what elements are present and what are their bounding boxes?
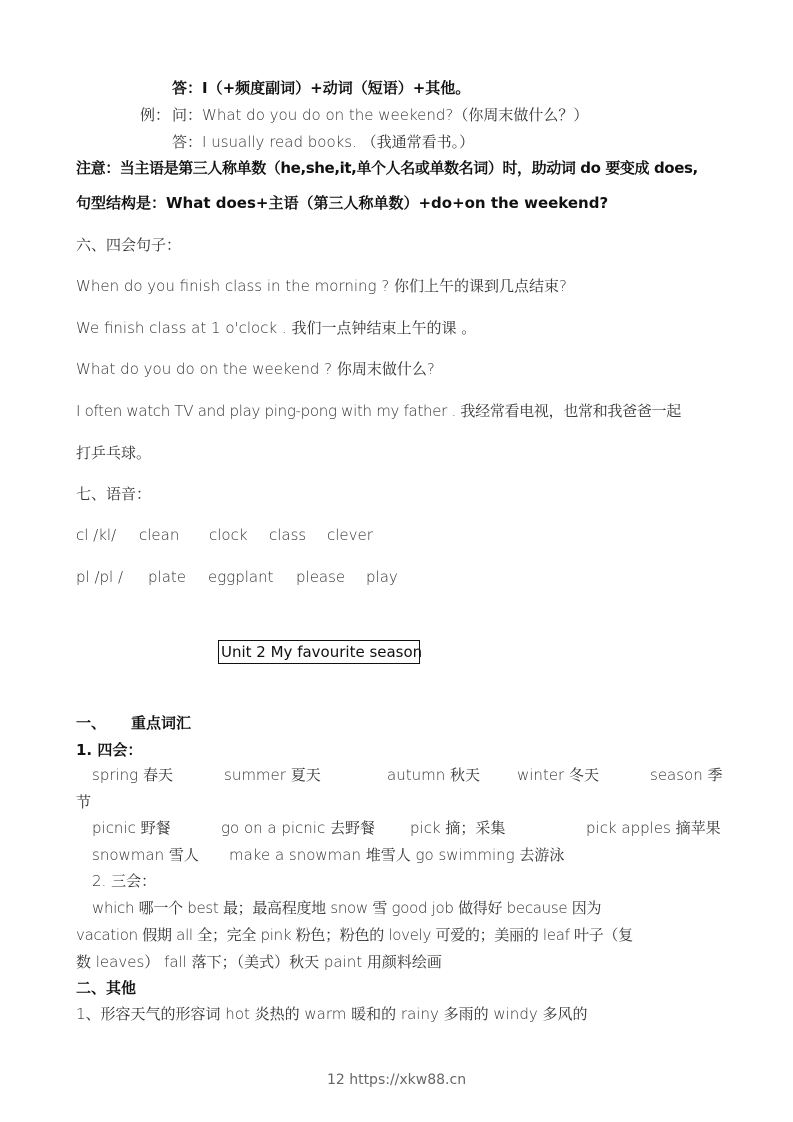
example-answer: 答：I usually read books. （我通常看书。） — [172, 133, 475, 151]
sentence-1: When do you finish class in the morning ? 你们上午的课到几点结束? — [76, 277, 568, 295]
sentence-4: I often watch TV and play ping-pong with my father . 我经常看电视，也常和我爸爸一起 — [76, 402, 681, 420]
phonics-word: eggplant — [208, 568, 274, 586]
three-skills-label: 2. 三会： — [92, 872, 157, 890]
note-line-1: 注意：当主语是第三人称单数（he,she,it,单个人名或单数名词）时，助动词 do 要变成 does, — [76, 159, 698, 177]
vocab-heading-number: 一、 — [76, 714, 107, 732]
vocab-item: go on a picnic 去野餐 — [221, 819, 375, 837]
vocab-item: season 季 — [650, 766, 723, 784]
vocab-item: picnic 野餐 — [92, 819, 171, 837]
phonics-word: class — [269, 526, 307, 544]
vocab-item: make a snowman 堆雪人 go swimming 去游泳 — [229, 846, 565, 864]
example-question: 问：What do you do on the weekend?（你周末做什么？） — [172, 106, 589, 124]
vocab-item: autumn 秋天 — [387, 766, 480, 784]
other-heading: 二、其他 — [76, 979, 137, 997]
three-skills-line-1: which 哪一个 best 最；最高程度地 snow 雪 good job 做得好 because 因为 — [92, 899, 602, 917]
page-footer: 12 https://xkw88.cn — [326, 1072, 467, 1088]
phonics-word: play — [366, 568, 398, 586]
phonics-word: clean — [139, 526, 180, 544]
section6-title: 六、四会句子： — [76, 236, 182, 254]
section7-title: 七、语音： — [76, 485, 152, 503]
vocab-item: winter 冬天 — [517, 766, 599, 784]
three-skills-line-3: 数 leaves） fall 落下；（美式）秋天 paint 用颜料绘画 — [76, 953, 442, 971]
phonics-word: clever — [327, 526, 373, 544]
four-skills-label: 1. 四会： — [76, 741, 143, 759]
vocab-item: spring 春天 — [92, 766, 173, 784]
answer-pattern: 答：I（+频度副词）+动词（短语）+其他。 — [172, 79, 471, 97]
note-line-2: 句型结构是：What does+主语（第三人称单数）+do+on the weekend? — [76, 194, 609, 212]
vocab-item: pick 摘；采集 — [410, 819, 506, 837]
phonics-sound: pl /pl / — [76, 568, 124, 586]
vocab-item: summer 夏天 — [224, 766, 321, 784]
sentence-4-cont: 打乒乓球。 — [76, 444, 152, 462]
three-skills-line-2: vacation 假期 all 全；完全 pink 粉色；粉色的 lovely 可爱的；美丽的 leaf 叶子（复 — [76, 926, 633, 944]
weather-adjectives-line: 1、形容天气的形容词 hot 炎热的 warm 暖和的 rainy 多雨的 windy 多风的 — [76, 1005, 588, 1023]
phonics-word: plate — [148, 568, 186, 586]
unit-title-box: Unit 2 My favourite season — [218, 640, 420, 664]
example-label: 例： — [140, 106, 171, 124]
vocab-item: pick apples 摘苹果 — [586, 819, 721, 837]
phonics-sound: cl /kl/ — [76, 526, 117, 544]
vocab-item-wrap: 节 — [76, 793, 92, 811]
sentence-2: We finish class at 1 o'clock . 我们一点钟结束上午的课 。 — [76, 319, 477, 337]
phonics-word: clock — [209, 526, 248, 544]
vocab-heading: 重点词汇 — [131, 714, 192, 732]
sentence-3: What do you do on the weekend ? 你周末做什么? — [76, 360, 435, 378]
vocab-item: snowman 雪人 — [92, 846, 199, 864]
phonics-word: please — [296, 568, 346, 586]
